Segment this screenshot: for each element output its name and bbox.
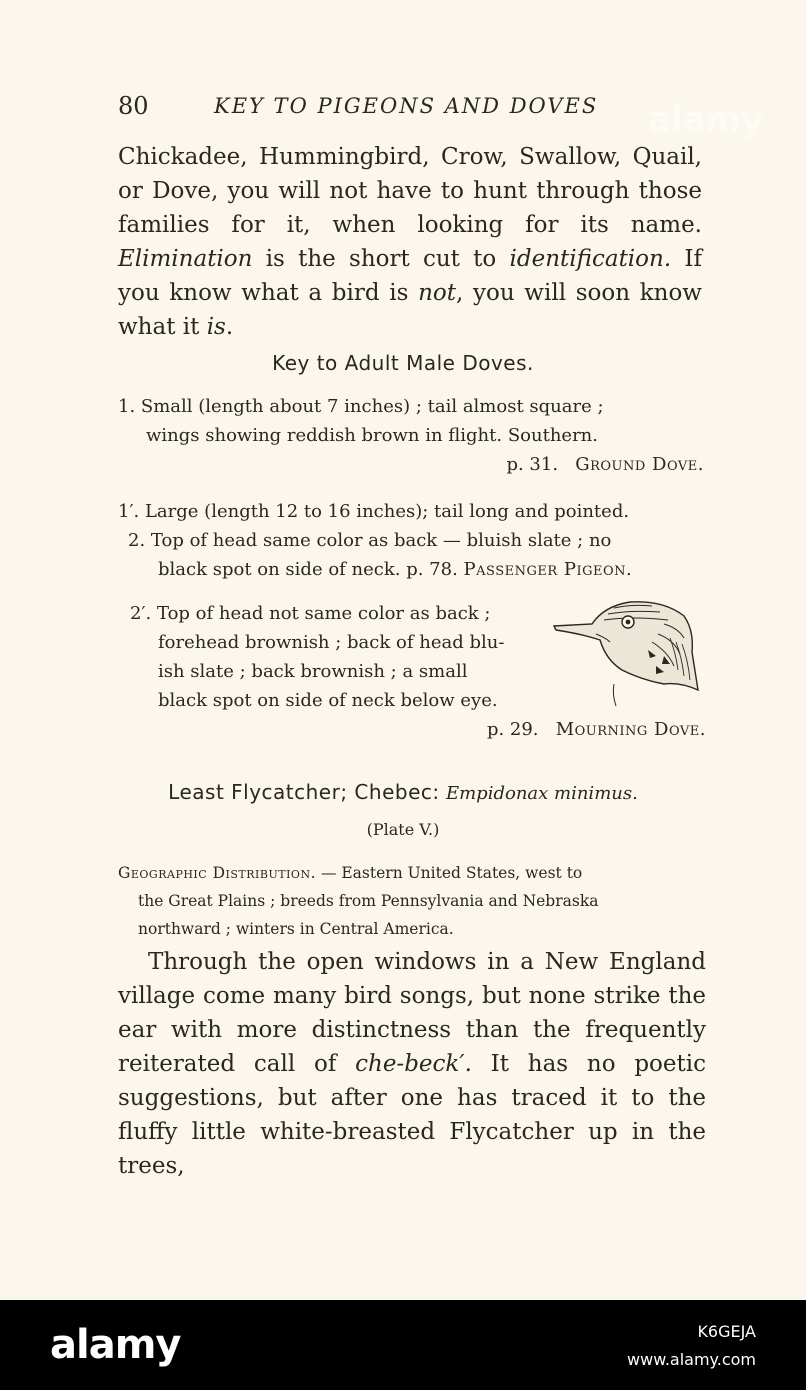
intro-paragraph bbox=[118, 140, 702, 344]
key-entry-2p-page: p. 29. bbox=[486, 719, 539, 740]
page-header bbox=[118, 92, 708, 126]
intro-italic-not: not bbox=[418, 280, 456, 306]
key-entry-2-line1: 2. Top of head same color as back — bluish slate ; no bbox=[128, 530, 612, 551]
description-italic-che-beck: che-beck′ bbox=[355, 1051, 465, 1077]
intro-text-4: , you will soon know what it bbox=[118, 280, 702, 340]
key-entry-2p-line1: 2′. Top of head not same color as back ; bbox=[130, 603, 491, 624]
running-title: KEY TO PIGEONS AND DOVES bbox=[214, 94, 599, 118]
geo-text-1: — Eastern United States, west to bbox=[316, 864, 583, 882]
geographic-distribution bbox=[118, 859, 708, 943]
species-latin-name: Empidonax minimus. bbox=[445, 783, 638, 804]
intro-text-3: If you know what a bird is bbox=[118, 246, 702, 306]
intro-text-5: . bbox=[225, 314, 234, 340]
key-entry-2p-line3: ish slate ; back brownish ; a small bbox=[158, 661, 468, 682]
key-entry-1-page: p. 31. bbox=[506, 454, 559, 475]
stock-footer-bar bbox=[0, 1300, 806, 1390]
key-entry-1-prime: 1′. Large (length 12 to 16 inches); tail long and pointed. bbox=[118, 501, 630, 522]
key-entry-1-line2: wings showing reddish brown in flight. Southern. bbox=[146, 425, 598, 446]
key-entry-1-reference bbox=[118, 450, 708, 479]
geo-line3: northward ; winters in Central America. bbox=[138, 920, 454, 938]
key-entry-1-line1: 1. Small (length about 7 inches) ; tail almost square ; bbox=[118, 396, 604, 417]
key-entry-2 bbox=[128, 526, 708, 584]
intro-italic-elimination: Elimination bbox=[118, 246, 253, 272]
key-entry-2p-reference bbox=[118, 715, 706, 744]
description-text-2: . It has no poetic suggestions, but after one has traced it to the fluffy little white-breasted Flycatcher up in the trees, bbox=[118, 1051, 706, 1179]
key-entry-2-species: Passenger Pigeon. bbox=[463, 559, 633, 580]
key-heading: Key to Adult Male Doves. bbox=[272, 351, 534, 375]
key-entry-2p-line4: black spot on side of neck below eye. bbox=[158, 690, 498, 711]
footer-url: www.alamy.com bbox=[627, 1350, 756, 1369]
watermark: alamy bbox=[648, 100, 764, 140]
plate-reference: (Plate V.) bbox=[366, 820, 440, 839]
key-entry-2p-line2: forehead brownish ; back of head blu- bbox=[158, 632, 505, 653]
alamy-logo: alamy bbox=[50, 1322, 181, 1368]
page-number: 80 bbox=[118, 92, 149, 120]
intro-text-1: Chickadee, Hummingbird, Crow, Swallow, Quail, or Dove, you will not have to hunt through those families for it, when looking for its name. bbox=[118, 144, 702, 238]
key-entry-2-text: black spot on side of neck. p. 78. bbox=[158, 559, 458, 580]
key-entry-2-line2 bbox=[128, 555, 708, 584]
image-id: K6GEJA bbox=[697, 1322, 756, 1341]
species-heading bbox=[0, 780, 806, 804]
description-text-1: Through the open windows in a New England village come many bird songs, but none strike the ear with more distinctness than the frequently reiterated call of bbox=[118, 949, 706, 1077]
intro-text-2: is the short cut to bbox=[252, 246, 510, 272]
key-entry-2-prime bbox=[130, 599, 550, 715]
mourning-dove-head-illustration bbox=[552, 594, 702, 710]
key-entry-2p-species: Mourning Dove. bbox=[555, 719, 706, 740]
geo-label: Geographic Distribution. bbox=[118, 864, 317, 882]
species-common-name: Least Flycatcher; Chebec: bbox=[168, 780, 440, 804]
intro-italic-identification: identification. bbox=[509, 246, 672, 272]
key-entry-1-species: Ground Dove. bbox=[575, 454, 704, 475]
intro-italic-is: is bbox=[206, 314, 226, 340]
geo-line1 bbox=[118, 859, 708, 887]
geo-line2: the Great Plains ; breeds from Pennsylvania and Nebraska bbox=[138, 892, 599, 910]
key-entry-1 bbox=[118, 392, 708, 479]
species-description bbox=[118, 945, 706, 1183]
